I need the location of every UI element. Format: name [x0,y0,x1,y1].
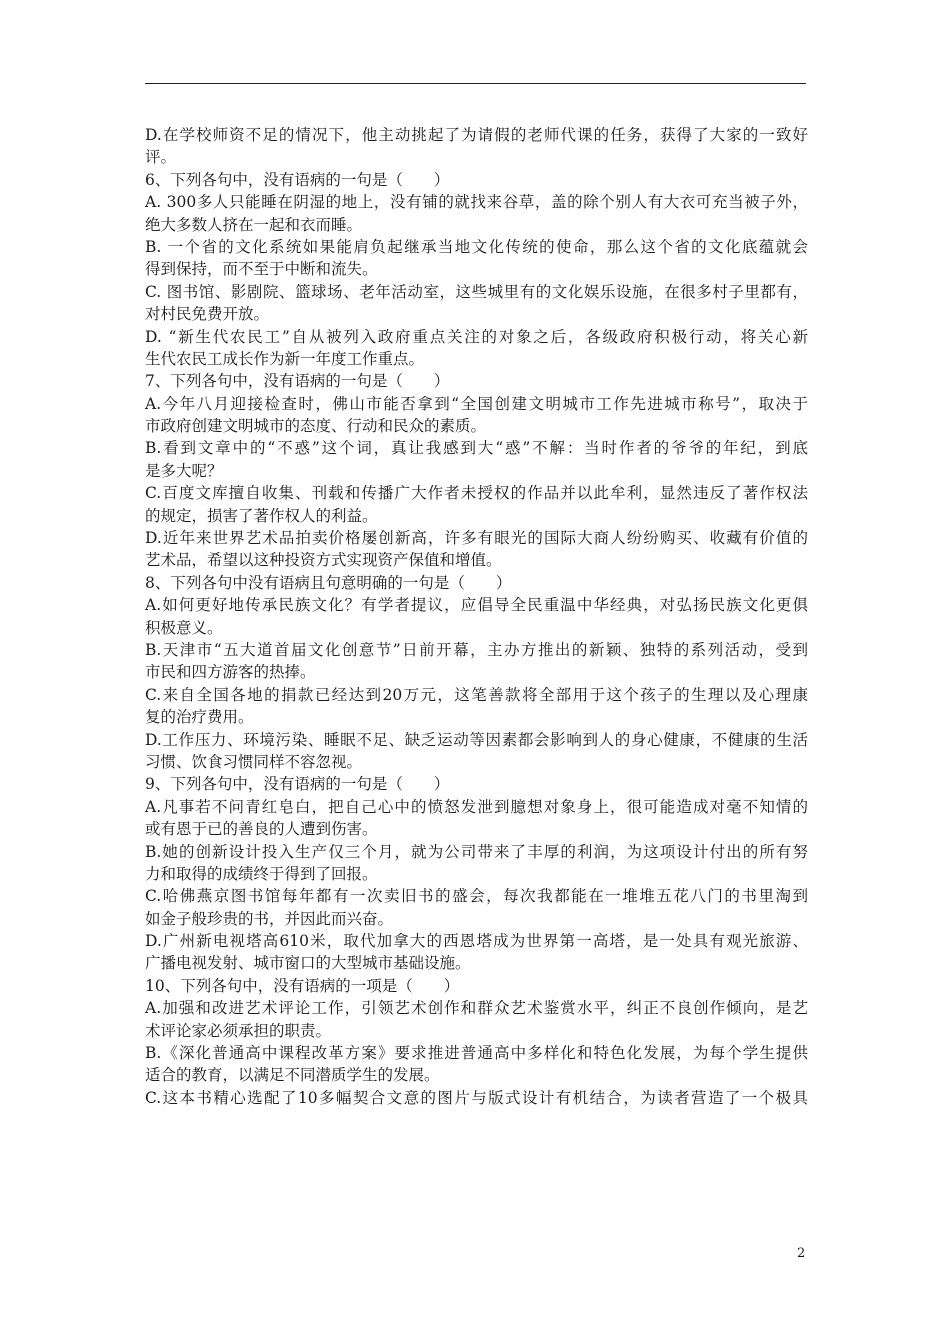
text-line: 10、下列各句中，没有语病的一项是（ ） [145,976,460,995]
text-line: C.哈佛燕京图书馆每年都有一次卖旧书的盛会，每次我都能在一堆堆五花八门的书里淘到 [145,887,808,906]
text-line: 习惯、饮食习惯同样不容忽视。 [145,752,363,771]
text-line: 复的治疗费用。 [145,708,254,727]
text-line: D.工作压力、环境污染、睡眠不足、缺乏运动等因素都会影响到人的身心健康，不健康的生活 [145,730,808,749]
text-line: 如金子般珍贵的书，并因此而兴奋。 [145,909,394,928]
text-line: 的规定，损害了著作权人的利益。 [145,506,378,525]
text-line: C.来自全国各地的捐款已经达到20万元，这笔善款将全部用于这个孩子的生理以及心理康 [145,685,808,704]
text-line: 广播电视发射、城市窗口的大型城市基础设施。 [145,954,471,973]
text-line: B. 一个省的文化系统如果能肩负起继承当地文化传统的使命，那么这个省的文化底蕴就会 [145,237,808,256]
text-line: 术评论家必须承担的职责。 [145,1021,332,1040]
text-line: D.在学校师资不足的情况下，他主动挑起了为请假的老师代课的任务，获得了大家的一致好 [145,126,808,144]
text-line: 评。 [145,148,177,167]
text-line: D.广州新电视塔高610米，取代加拿大的西恩塔成为世界第一高塔，是一处具有观光旅游、 [145,932,808,951]
text-line: C.这本书精心选配了10多幅契合文意的图片与版式设计有机结合，为读者营造了一个极具 [145,1088,808,1107]
text-line: 8、下列各句中没有语病且句意明确的一句是（ ） [145,573,512,592]
text-line: 对村民免费开放。 [145,305,270,324]
text-line: 艺术品，希望以这种投资方式实现资产保值和增值。 [145,551,502,570]
text-line: A.今年八月迎接检查时，佛山市能否拿到“全国创建文明城市工作先进城市称号”，取决于 [145,394,808,413]
text-line: 市民和四方游客的热捧。 [145,663,316,682]
text-line: 9、下列各句中，没有语病的一句是（ ） [145,775,450,794]
text-line: A. 300多人只能睡在阴湿的地上，没有铺的就找来谷草，盖的除个别人有大衣可充当被子外， [145,193,808,212]
text-line: 适合的教育，以满足不同潜质学生的发展。 [145,1066,440,1085]
text-line: B.看到文章中的“不惑”这个词，真让我感到大“惑”不解：当时作者的爷爷的年纪，到底 [145,439,808,458]
text-line: A.加强和改进艺术评论工作，引领艺术创作和群众艺术鉴赏水平，纠正不良创作倾向，是艺 [145,999,808,1018]
text-line: 是多大呢？ [145,461,223,480]
text-line: D. “新生代农民工”自从被列入政府重点关注的对象之后，各级政府积极行动，将关心新 [145,327,808,346]
text-line: 生代农民工成长作为新一年度工作重点。 [145,349,425,368]
header-rule [145,83,806,84]
text-line: 得到保持，而不至于中断和流失。 [145,260,378,279]
page-number: 2 [797,1246,806,1261]
text-line: A.如何更好地传承民族文化？有学者提议，应倡导全民重温中华经典，对弘扬民族文化更俱 [145,596,808,615]
text-line: 市政府创建文明城市的态度、行动和民众的素质。 [145,417,487,436]
text-line: A.凡事若不问青红皂白，把自己心中的愤怒发泄到臆想对象身上，很可能造成对毫不知情的 [145,797,808,816]
text-line: 6、下列各句中，没有语病的一句是（ ） [145,170,450,189]
text-line: 7、下列各句中，没有语病的一句是（ ） [145,372,450,391]
document-body [145,124,808,1109]
text-line: 或有恩于已的善良的人遭到伤害。 [145,820,378,839]
text-line: D.近年来世界艺术品拍卖价格屡创新高，许多有眼光的国际大商人纷纷购买、收藏有价值的 [145,529,808,548]
text-line: C. 图书馆、影剧院、篮球场、老年活动室，这些城里有的文化娱乐设施，在很多村子里都有， [145,282,808,301]
text-line: B.她的创新设计投入生产仅三个月，就为公司带来了丰厚的利润，为这项设计付出的所有努 [145,842,808,861]
text-line: B.《深化普通高中课程改革方案》要求推进普通高中多样化和特色化发展，为每个学生提供 [145,1044,808,1063]
text-line: 积极意义。 [145,618,223,637]
text-line: 绝大多数人挤在一起和衣而睡。 [145,215,363,234]
text-line: C.百度文库擅自收集、刊载和传播广大作者未授权的作品并以此牟利，显然违反了著作权法 [145,484,808,503]
text-line: B.天津市“五大道首届文化创意节”日前开幕，主办方推出的新颖、独特的系列活动，受到 [145,640,808,659]
text-line: 力和取得的成绩终于得到了回报。 [145,864,378,883]
